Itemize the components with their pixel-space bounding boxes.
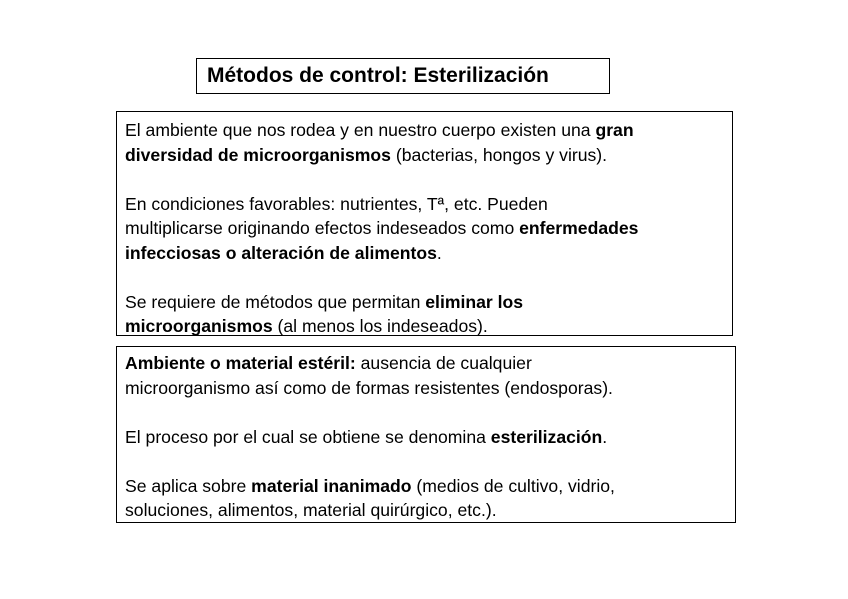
sterile-p2-text-2: . (602, 426, 608, 447)
intro-p2-text-3: . (436, 242, 442, 263)
page-title-text: Métodos de control: Esterilización (207, 64, 549, 87)
intro-paragraph-1 (125, 118, 724, 167)
intro-p1-bold-1: gran (595, 120, 634, 140)
sterile-p1-bold-1: Ambiente o material estéril: (125, 353, 356, 373)
sterile-paragraph-3 (125, 474, 727, 523)
sterile-paragraph-2 (125, 425, 727, 450)
intro-p1-text-2: (bacterias, hongos y virus). (390, 144, 608, 165)
sterile-p1-text-2: microorganismo así como de formas resistentes (endosporas). (125, 377, 613, 398)
sterile-p2-bold-1: esterilización (490, 426, 603, 447)
microorganisms-intro-box (116, 111, 733, 336)
intro-p3-text-2: (al menos los indeseados). (272, 316, 488, 336)
intro-p1-text-1: El ambiente que nos rodea y en nuestro cuerpo existen una (125, 120, 596, 140)
intro-p3-bold-2: microorganismos (125, 316, 273, 336)
intro-p2-bold-1: enfermedades (519, 218, 639, 238)
sterile-p1-text-1: ausencia de cualquier (355, 353, 532, 373)
sterile-p3-text-2: (medios de cultivo, vidrio, (411, 475, 615, 496)
sterile-p3-text-3: soluciones, alimentos, material quirúrgico, etc.). (125, 500, 497, 520)
intro-paragraph-2 (125, 192, 724, 266)
intro-p3-bold-1: eliminar los (425, 291, 524, 312)
intro-p3-text-1: Se requiere de métodos que permitan (125, 291, 426, 312)
sterile-p3-text-1: Se aplica sobre (125, 475, 252, 496)
intro-paragraph-3 (125, 290, 724, 339)
intro-p2-text-1: En condiciones favorables: nutrientes, Tª, etc. Pueden (125, 193, 548, 214)
sterile-p3-bold-1: material inanimado (251, 475, 412, 496)
intro-p1-bold-2: diversidad de microorganismos (125, 144, 391, 165)
sterile-definition-box (116, 346, 736, 523)
sterile-paragraph-1 (125, 351, 727, 400)
intro-p2-bold-2: infecciosas o alteración de alimentos (125, 242, 437, 263)
intro-p2-text-2: multiplicarse originando efectos indeseados como (125, 218, 520, 238)
sterile-p2-text-1: El proceso por el cual se obtiene se denomina (125, 426, 491, 447)
page-title (196, 58, 610, 94)
